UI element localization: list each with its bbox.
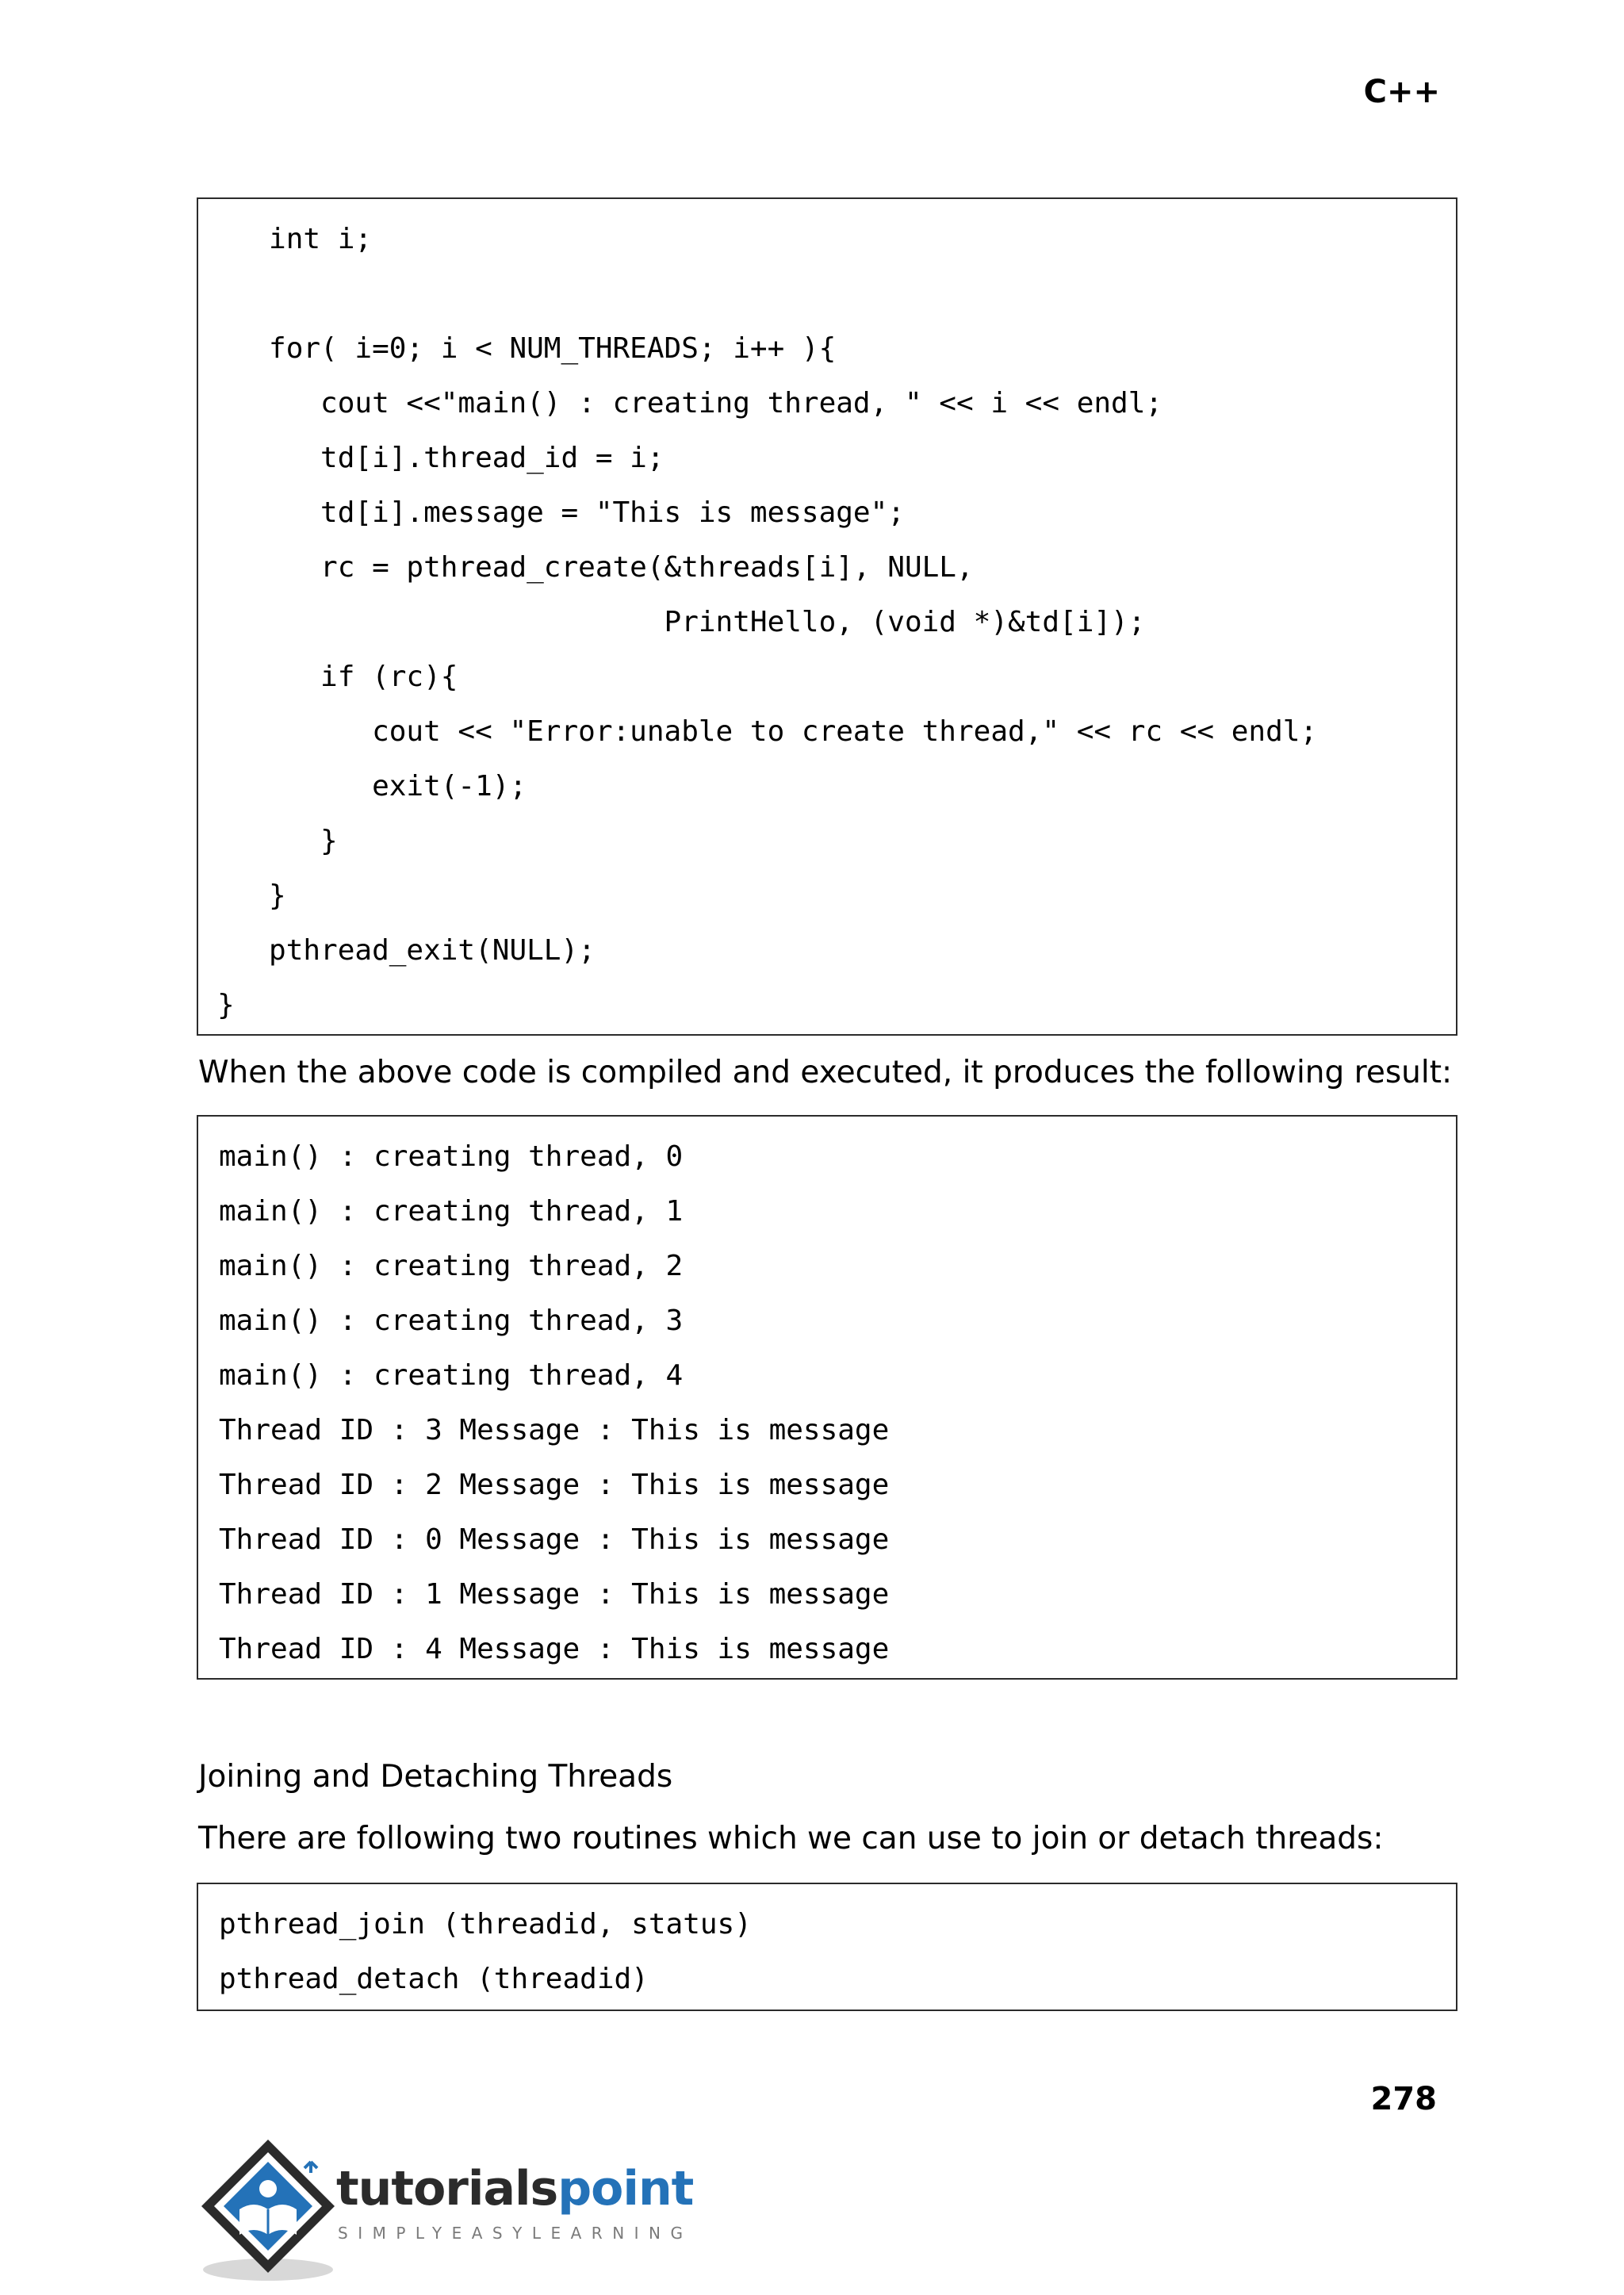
- logo-wordmark: [336, 2161, 694, 2216]
- code-line: rc = pthread_create(&threads[i], NULL,: [217, 551, 974, 584]
- code-line: }: [217, 989, 235, 1021]
- code-line: td[i].message = "This is message";: [217, 496, 905, 529]
- output-line: Thread ID : 1 Message : This is message: [219, 1578, 890, 1611]
- output-line: Thread ID : 3 Message : This is message: [219, 1414, 890, 1446]
- section-heading: Joining and Detaching Threads: [198, 1759, 673, 1795]
- output-line: main() : creating thread, 0: [219, 1140, 684, 1173]
- code-line: [198, 266, 1456, 321]
- code-line: cout <<"main() : creating thread, " << i << endl;: [217, 387, 1163, 420]
- code-block: [197, 197, 1457, 1036]
- routine-line: pthread_join (threadid, status): [219, 1908, 752, 1941]
- output-line: main() : creating thread, 1: [219, 1195, 684, 1228]
- code-line: pthread_exit(NULL);: [217, 934, 596, 967]
- logo-wordmark-part2: point: [557, 2161, 694, 2216]
- output-line: main() : creating thread, 3: [219, 1305, 684, 1337]
- page-number: 278: [1370, 2081, 1437, 2117]
- logo-tagline: SIMPLYEASYLEARNING: [338, 2224, 693, 2243]
- tutorialspoint-logo-icon: [195, 2133, 346, 2284]
- output-line: main() : creating thread, 2: [219, 1250, 684, 1282]
- output-line: Thread ID : 4 Message : This is message: [219, 1633, 890, 1665]
- routines-intro-text: There are following two routines which we can use to join or detach threads:: [198, 1821, 1384, 1856]
- routines-block: [197, 1883, 1457, 2011]
- tutorialspoint-logo: [195, 2133, 694, 2284]
- code-line: cout << "Error:unable to create thread," << rc << endl;: [217, 715, 1318, 748]
- code-line: td[i].thread_id = i;: [217, 442, 665, 474]
- output-intro-text: When the above code is compiled and executed, it produces the following result:: [198, 1055, 1453, 1090]
- routine-line: pthread_detach (threadid): [219, 1963, 649, 1995]
- logo-wordmark-part1: tutorials: [336, 2161, 558, 2216]
- output-block: [197, 1115, 1457, 1680]
- code-line: PrintHello, (void *)&td[i]);: [217, 606, 1146, 638]
- code-line: exit(-1);: [217, 770, 527, 803]
- code-line: for( i=0; i < NUM_THREADS; i++ ){: [217, 332, 837, 365]
- output-line: main() : creating thread, 4: [219, 1359, 684, 1392]
- code-line: }: [217, 825, 338, 857]
- code-line: int i;: [217, 223, 373, 255]
- code-line: }: [217, 879, 286, 912]
- code-line: if (rc){: [217, 661, 458, 693]
- output-line: Thread ID : 2 Message : This is message: [219, 1469, 890, 1501]
- running-header: C++: [1363, 74, 1440, 110]
- output-line: Thread ID : 0 Message : This is message: [219, 1523, 890, 1556]
